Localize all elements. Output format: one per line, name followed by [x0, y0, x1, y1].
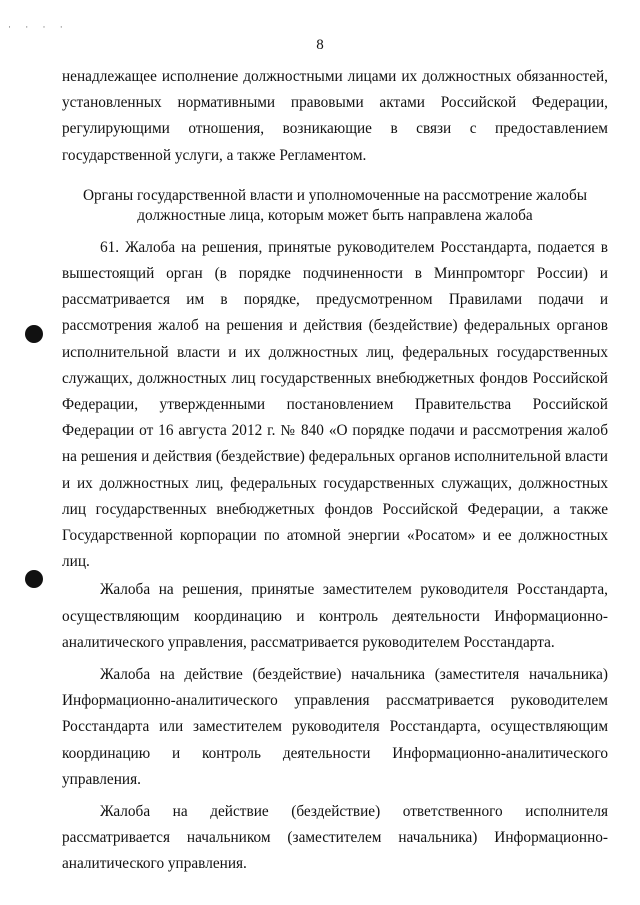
page-number: 8: [316, 37, 324, 53]
paragraph-continuation: ненадлежащее исполнение должностными лицами их должностных обязанностей, установленных нормативными правовыми актами Российской Федерации, регулирующими отношения, возникающие в связи с предоставлением государственной услуги, а также Регламентом.: [62, 68, 608, 164]
punch-hole-mark: [25, 570, 43, 588]
section-heading-line-1: Органы государственной власти и уполномоченные на рассмотрение жалобы: [82, 186, 588, 204]
paragraph-executor-complaint: Жалоба на действие (бездействие) ответственного исполнителя рассматривается начальником (заместителем начальника) Информационно-аналитического управления.: [62, 803, 608, 873]
paragraph-deputy-complaint: Жалоба на решения, принятые заместителем руководителя Росстандарта, осуществляющим координацию и контроль деятельности Информационно-аналитического управления, рассматривается руководителем Росстандарта.: [62, 581, 608, 651]
paragraph-head-complaint: Жалоба на действие (бездействие) начальника (заместителя начальника) Информационно-аналитического управления рассматривается руководителем Росстандарта или заместителем руководителя Росстандарта, осуществляющим координацию и контроль деятельности Информационно-аналитического управления.: [62, 666, 608, 788]
section-heading: [62, 187, 608, 225]
punch-hole-mark: [25, 325, 43, 343]
scan-corner-marks: · · · ·: [8, 22, 69, 32]
section-heading-line-2: должностные лица, которым может быть направлена жалоба: [137, 206, 533, 224]
paragraph-61: 61. Жалоба на решения, принятые руководителем Росстандарта, подается в вышестоящий орган (в порядке подчиненности в Минпромторг России) и рассматривается им в порядке, предусмотренном Правилами подачи и рассмотрения жалоб на решения и действия (бездействие) федеральных органов исполнительной власти и их должностных лиц, федеральных государственных служащих, должностных лиц государственных внебюджетных фондов Российской Федерации, утвержденными постановлением Правительства Российской Федерации от 16 августа 2012 г. № 840 «О порядке подачи и рассмотрения жалоб на решения и действия (бездействие) федеральных органов исполнительной власти и их должностных лиц, федеральных государственных служащих, должностных лиц государственных внебюджетных фондов Российской Федерации, а также Государственной корпорации по атомной энергии «Росатом» и ее должностных лиц.: [62, 238, 608, 571]
document-body: [62, 64, 608, 878]
